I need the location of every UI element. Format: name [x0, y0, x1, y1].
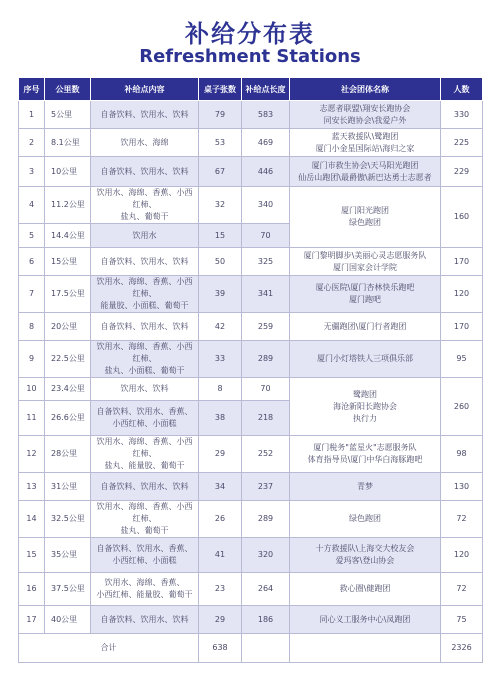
cell-no: 2 — [19, 129, 45, 157]
cell-content: 饮用水、饮料 — [91, 378, 199, 401]
table-row — [19, 129, 483, 157]
cell-content: 自备饮料、饮用水、饮料 — [91, 101, 199, 129]
total-org-empty — [290, 634, 441, 663]
cell-length: 252 — [242, 436, 290, 473]
cell-org: 无疆跑团\厦门行者跑团 — [290, 313, 441, 341]
cell-people: 130 — [441, 473, 483, 501]
cell-length: 264 — [242, 573, 290, 606]
table-row — [19, 341, 483, 378]
cell-length: 341 — [242, 276, 290, 313]
cell-length: 259 — [242, 313, 290, 341]
cell-length: 218 — [242, 401, 290, 436]
total-label: 合计 — [19, 634, 199, 663]
cell-no: 6 — [19, 248, 45, 276]
table-row — [19, 501, 483, 538]
cell-org: 同心义工服务中心\凤跑团 — [290, 606, 441, 634]
cell-people: 75 — [441, 606, 483, 634]
cell-people: 95 — [441, 341, 483, 378]
cell-length: 70 — [242, 224, 290, 248]
cell-length: 186 — [242, 606, 290, 634]
cell-org: 厦门小灯塔铁人三项俱乐部 — [290, 341, 441, 378]
cell-people: 260 — [441, 378, 483, 436]
cell-tables: 34 — [199, 473, 242, 501]
cell-no: 5 — [19, 224, 45, 248]
cell-org: 厦门市救生协会\天马阳光跑团 仙岳山跑团\最爵傲\新巴达勇士志愿者 — [290, 157, 441, 187]
cell-km: 17.5公里 — [45, 276, 91, 313]
cell-km: 23.4公里 — [45, 378, 91, 401]
cell-km: 5公里 — [45, 101, 91, 129]
cell-org: 厦心医院\厦门杏林快乐跑吧 厦门跑吧 — [290, 276, 441, 313]
cell-no: 15 — [19, 538, 45, 573]
cell-people: 229 — [441, 157, 483, 187]
cell-km: 10公里 — [45, 157, 91, 187]
cell-org: 救心圈\健跑团 — [290, 573, 441, 606]
cell-people: 72 — [441, 501, 483, 538]
cell-content: 自备饮料、饮用水、饮料 — [91, 606, 199, 634]
cell-length: 289 — [242, 501, 290, 538]
cell-no: 3 — [19, 157, 45, 187]
cell-no: 16 — [19, 573, 45, 606]
table-row — [19, 276, 483, 313]
cell-tables: 79 — [199, 101, 242, 129]
total-length-empty — [242, 634, 290, 663]
cell-km: 40公里 — [45, 606, 91, 634]
header-tables: 桌子张数 — [199, 78, 242, 101]
cell-people: 170 — [441, 248, 483, 276]
table-row — [19, 101, 483, 129]
page-title: 补给分布表 — [185, 20, 315, 48]
page-subtitle: Refreshment Stations — [139, 46, 361, 67]
cell-content: 自备饮料、饮用水、饮料 — [91, 313, 199, 341]
cell-org: 厦门阳光跑团 绿色跑团 — [290, 187, 441, 248]
cell-no: 10 — [19, 378, 45, 401]
cell-no: 4 — [19, 187, 45, 224]
cell-tables: 53 — [199, 129, 242, 157]
cell-org: 蓝天救援队\鹭跑团 厦门小金星国际站\海归之家 — [290, 129, 441, 157]
cell-length: 70 — [242, 378, 290, 401]
cell-km: 28公里 — [45, 436, 91, 473]
cell-content: 自备饮料、饮用水、香蕉、 小西红柿、小面糕 — [91, 401, 199, 436]
cell-tables: 29 — [199, 436, 242, 473]
cell-people: 225 — [441, 129, 483, 157]
cell-content: 饮用水、海绵、香蕉、小西红柿、 盐丸、能量胶、葡萄干 — [91, 436, 199, 473]
cell-tables: 32 — [199, 187, 242, 224]
cell-tables: 38 — [199, 401, 242, 436]
cell-length: 289 — [242, 341, 290, 378]
cell-org: 鹭跑团 海沧新阳长跑协会 执行力 — [290, 378, 441, 436]
cell-content: 饮用水、海绵、香蕉、 小西红柿、能量胶、葡萄干 — [91, 573, 199, 606]
cell-length: 325 — [242, 248, 290, 276]
cell-people: 98 — [441, 436, 483, 473]
total-tables: 638 — [199, 634, 242, 663]
cell-content: 自备饮料、饮用水、饮料 — [91, 473, 199, 501]
cell-km: 35公里 — [45, 538, 91, 573]
table-row — [19, 378, 483, 401]
header-content: 补给点内容 — [91, 78, 199, 101]
cell-length: 446 — [242, 157, 290, 187]
table-row — [19, 313, 483, 341]
cell-tables: 8 — [199, 378, 242, 401]
cell-tables: 67 — [199, 157, 242, 187]
cell-org: 十方救援队\上海交大校友会 爱玛客\登山协会 — [290, 538, 441, 573]
cell-content: 饮用水 — [91, 224, 199, 248]
table-row — [19, 157, 483, 187]
cell-people: 120 — [441, 276, 483, 313]
cell-content: 自备饮料、饮用水、香蕉、 小西红柿、小面糕 — [91, 538, 199, 573]
cell-content: 饮用水、海绵、香蕉、小西红柿、 盐丸、小面糕、葡萄干 — [91, 341, 199, 378]
header-km: 公里数 — [45, 78, 91, 101]
table-header-row — [19, 78, 483, 101]
cell-tables: 15 — [199, 224, 242, 248]
cell-content: 自备饮料、饮用水、饮料 — [91, 248, 199, 276]
header-no: 序号 — [19, 78, 45, 101]
cell-length: 237 — [242, 473, 290, 501]
cell-km: 32.5公里 — [45, 501, 91, 538]
cell-tables: 41 — [199, 538, 242, 573]
table-row — [19, 248, 483, 276]
cell-org: 志愿者联盟\翔安长跑协会 同安长跑协会\我爱户外 — [290, 101, 441, 129]
cell-no: 9 — [19, 341, 45, 378]
cell-km: 8.1公里 — [45, 129, 91, 157]
cell-no: 12 — [19, 436, 45, 473]
cell-no: 14 — [19, 501, 45, 538]
cell-tables: 33 — [199, 341, 242, 378]
cell-km: 31公里 — [45, 473, 91, 501]
cell-km: 37.5公里 — [45, 573, 91, 606]
cell-no: 17 — [19, 606, 45, 634]
cell-no: 11 — [19, 401, 45, 436]
cell-km: 15公里 — [45, 248, 91, 276]
cell-content: 饮用水、海绵、香蕉、小西红柿、 盐丸、葡萄干 — [91, 187, 199, 224]
cell-tables: 29 — [199, 606, 242, 634]
cell-content: 饮用水、海绵 — [91, 129, 199, 157]
cell-length: 583 — [242, 101, 290, 129]
header-people: 人数 — [441, 78, 483, 101]
cell-km: 11.2公里 — [45, 187, 91, 224]
cell-length: 320 — [242, 538, 290, 573]
total-row — [19, 634, 483, 663]
cell-tables: 23 — [199, 573, 242, 606]
header-org: 社会团体名称 — [290, 78, 441, 101]
table-row — [19, 573, 483, 606]
cell-content: 饮用水、海绵、香蕉、小西红柿、 盐丸、葡萄干 — [91, 501, 199, 538]
cell-content: 自备饮料、饮用水、饮料 — [91, 157, 199, 187]
cell-tables: 42 — [199, 313, 242, 341]
table-row — [19, 436, 483, 473]
cell-org: 青梦 — [290, 473, 441, 501]
table-row — [19, 473, 483, 501]
cell-org: 绿色跑团 — [290, 501, 441, 538]
cell-km: 14.4公里 — [45, 224, 91, 248]
cell-no: 7 — [19, 276, 45, 313]
cell-content: 饮用水、海绵、香蕉、小西红柿、 能量胶、小面糕、葡萄干 — [91, 276, 199, 313]
cell-people: 120 — [441, 538, 483, 573]
table-row — [19, 606, 483, 634]
cell-tables: 26 — [199, 501, 242, 538]
header-length: 补给点长度 — [242, 78, 290, 101]
cell-length: 340 — [242, 187, 290, 224]
cell-km: 20公里 — [45, 313, 91, 341]
cell-people: 160 — [441, 187, 483, 248]
cell-people: 330 — [441, 101, 483, 129]
cell-tables: 39 — [199, 276, 242, 313]
cell-org: 厦门税务"蓝星火"志愿服务队 体育指导员\厦门中华白海豚跑吧 — [290, 436, 441, 473]
refreshment-table — [18, 77, 483, 663]
cell-org: 厦门黎明脚步\美丽心灵志愿服务队 厦门国家会计学院 — [290, 248, 441, 276]
cell-length: 469 — [242, 129, 290, 157]
cell-tables: 50 — [199, 248, 242, 276]
total-people: 2326 — [441, 634, 483, 663]
cell-km: 22.5公里 — [45, 341, 91, 378]
table-row — [19, 538, 483, 573]
cell-no: 1 — [19, 101, 45, 129]
table-row — [19, 187, 483, 224]
cell-no: 8 — [19, 313, 45, 341]
cell-people: 170 — [441, 313, 483, 341]
cell-no: 13 — [19, 473, 45, 501]
cell-km: 26.6公里 — [45, 401, 91, 436]
cell-people: 72 — [441, 573, 483, 606]
